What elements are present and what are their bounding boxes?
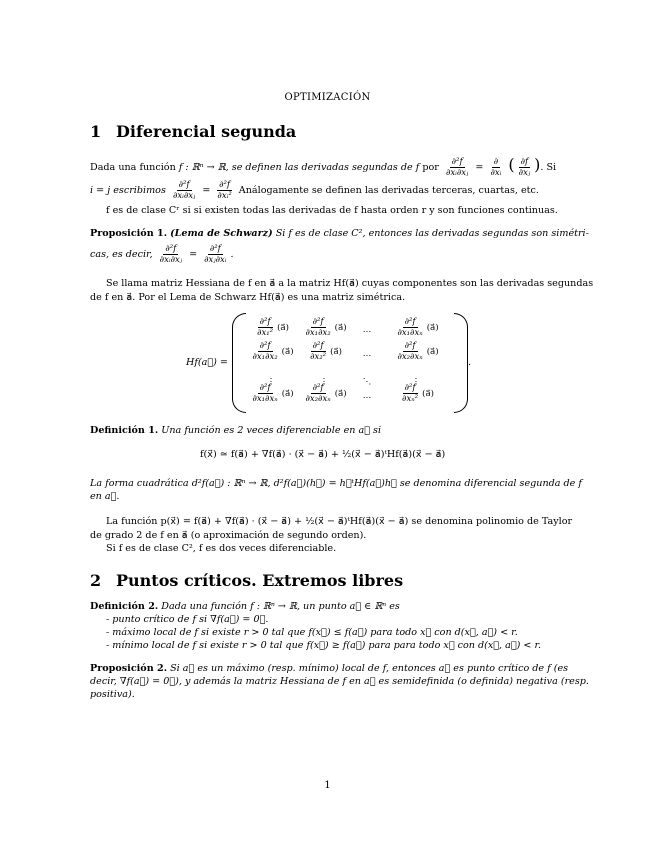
- section-2-heading: [90, 571, 403, 590]
- proposition-2-line-1: Proposición 2. Si a⃗ es un máximo (resp. mínimo) local de f, entonces a⃗ es punto crítico de f (es: [90, 663, 569, 674]
- matrix-cell: ⋮: [411, 377, 421, 387]
- taylor-line-2: de grado 2 de f en a⃗ (o aproximación de segundo orden).: [90, 530, 367, 541]
- section-number: 2: [90, 571, 102, 590]
- fraction: $\frac{\text{∂²f}}{\text{∂xₙ²}}$: [402, 383, 419, 404]
- paragraph-1-line-2: i = j escribimos $\frac{\text{∂²f}}{\text{∂xᵢ∂xⱼ}}$ = $\frac{\text{∂²f}}{\text{∂xᵢ²}}$ Análogamente se definen las derivadas terceras, cuartas, etc.: [90, 180, 539, 201]
- matrix-cell: $\frac{\text{∂²f}}{\text{∂x₂∂xₙ}}$ (a⃗): [397, 341, 439, 362]
- hessian-paragraph-line-2: de f en a⃗. Por el Lema de Schwarz Hf(a⃗) es una matriz simétrica.: [90, 292, 406, 303]
- paragraph-1-line-1: Dada una función f : ℝⁿ → ℝ, se definen las derivadas segundas de f por $\frac{\text{∂²f}}{\text{∂xᵢ∂xⱼ}}$ = $\frac{\partial}{\text{∂xᵢ}}$ ( $\frac{\partial f}{\text{∂xⱼ}}$ ). Si: [90, 155, 557, 178]
- second-order-approximation-equation: f(x⃗) ≃ f(a⃗) + ∇f(a⃗) · (x⃗ − a⃗) + ½(x⃗ − a⃗)ᵗHf(a⃗)(x⃗ − a⃗): [200, 449, 446, 460]
- definition-2-item: - punto crítico de f si ∇f(a⃗) = 0⃗.: [106, 614, 269, 625]
- fraction: $\frac{\text{∂²f}}{\text{∂x₁∂x₂}}$: [305, 317, 331, 338]
- matrix-cell: …: [362, 325, 372, 335]
- matrix-cell: $\frac{\text{∂²f}}{\text{∂x₁²}}$ (a⃗): [257, 317, 289, 338]
- quadratic-form-line-2: en a⃗.: [90, 491, 120, 502]
- fraction: $\frac{\partial f}{\text{∂xⱼ}}$: [518, 157, 531, 178]
- page-number: 1: [324, 780, 331, 791]
- fraction: $\frac{\text{∂²f}}{\text{∂x₂∂xₙ}}$: [397, 341, 423, 362]
- fraction: $\frac{\text{∂²f}}{\text{∂xᵢ∂xⱼ}}$: [172, 180, 196, 201]
- definition-1-line: Definición 1. Una función es 2 veces diferenciable en a⃗ si: [90, 425, 382, 436]
- hessian-matrix: [186, 313, 476, 413]
- matrix-cell: $\frac{\text{∂²f}}{\text{∂x₁∂xₙ}}$ (a⃗): [252, 383, 294, 404]
- fraction: $\frac{\text{∂²f}}{\text{∂x₁∂x₂}}$: [252, 341, 278, 362]
- matrix-cell: ⋮: [266, 377, 276, 387]
- proposition-1-line-1: Proposición 1. (Lema de Schwarz) Si f es de clase C², entonces las derivadas segundas son simétri-: [90, 228, 589, 239]
- fraction: $\frac{\text{∂²f}}{\text{∂x₂²}}$: [310, 341, 327, 362]
- section-title: Puntos críticos. Extremos libres: [116, 571, 404, 590]
- class-cr-definition: f es de clase Cʳ si si existen todas las derivadas de f hasta orden r y son funciones continuas.: [106, 205, 558, 216]
- taylor-line-1: La función p(x⃗) = f(a⃗) + ∇f(a⃗) · (x⃗ − a⃗) + ½(x⃗ − a⃗)ᵗHf(a⃗)(x⃗ − a⃗) se denomina polinomio de Taylor: [106, 516, 573, 527]
- page-header: OPTIMIZACIÓN: [284, 92, 371, 103]
- matrix-cell: $\frac{\text{∂²f}}{\text{∂x₁∂x₂}}$ (a⃗): [305, 317, 347, 338]
- fraction: $\frac{\partial}{\text{∂xᵢ}}$: [490, 157, 502, 178]
- matrix-cell: $\frac{\text{∂²f}}{\text{∂x₁∂xₙ}}$ (a⃗): [397, 317, 439, 338]
- definition-2-line: Definición 2. Dada una función f : ℝⁿ → ℝ, un punto a⃗ ∈ ℝⁿ es: [90, 601, 400, 612]
- fraction: $\frac{\text{∂²f}}{\text{∂xᵢ∂xⱼ}}$: [445, 157, 469, 178]
- definition-2-item: - máximo local de f si existe r > 0 tal que f(x⃗) ≤ f(a⃗) para todo x⃗ con d(x⃗, a⃗) < r.: [106, 627, 518, 638]
- proposition-1-line-2: cas, es decir, $\frac{\text{∂²f}}{\text{∂xᵢ∂xⱼ}}$ = $\frac{\text{∂²f}}{\text{∂xⱼ∂xᵢ}}$ .: [90, 244, 234, 265]
- fraction: $\frac{\text{∂²f}}{\text{∂x₁∂xₙ}}$: [252, 383, 278, 404]
- left-parenthesis: [232, 313, 246, 413]
- right-parenthesis: [454, 313, 468, 413]
- hessian-paragraph-line-1: Se llama matriz Hessiana de f en a⃗ a la matriz Hf(a⃗) cuyas componentes son las derivadas segundas: [106, 278, 594, 289]
- fraction: $\frac{\text{∂²f}}{\text{∂x₁∂xₙ}}$: [397, 317, 423, 338]
- fraction: $\frac{\text{∂²f}}{\text{∂xⱼ∂xᵢ}}$: [204, 244, 227, 265]
- fraction: $\frac{\text{∂²f}}{\text{∂xᵢ∂xⱼ}}$: [159, 244, 183, 265]
- matrix-period: .: [468, 357, 472, 368]
- fraction: $\frac{\text{∂²f}}{\text{∂x₁²}}$: [257, 317, 274, 338]
- matrix-cell: ⋮: [319, 377, 329, 387]
- matrix-cell: $\frac{\text{∂²f}}{\text{∂x₂²}}$ (a⃗): [310, 341, 342, 362]
- section-number: 1: [90, 122, 102, 141]
- fraction: $\frac{\text{∂²f}}{\text{∂xᵢ²}}$: [217, 180, 232, 201]
- taylor-line-3: Si f es de clase C², f es dos veces diferenciable.: [106, 543, 337, 554]
- quadratic-form-line-1: La forma cuadrática d²f(a⃗) : ℝⁿ → ℝ, d²f(a⃗)(h⃗) = h⃗ᵗHf(a⃗)h⃗ se denomina diferencial segunda de f: [90, 478, 582, 489]
- proposition-2-line-2: decir, ∇f(a⃗) = 0⃗), y además la matriz Hessiana de f en a⃗ es semidefinida (o definida) negativa (resp.: [90, 676, 589, 687]
- matrix-lhs: Hf(a⃗) =: [186, 357, 228, 368]
- matrix-cell: …: [362, 391, 372, 401]
- matrix-cell: …: [362, 349, 372, 359]
- proposition-2-line-3: positiva).: [90, 689, 135, 700]
- matrix-cell: $\frac{\text{∂²f}}{\text{∂xₙ²}}$ (a⃗): [402, 383, 434, 404]
- section-title: Diferencial segunda: [116, 122, 297, 141]
- section-1-heading: [90, 122, 296, 141]
- fraction: $\frac{\text{∂²f}}{\text{∂x₂∂xₙ}}$: [305, 383, 331, 404]
- matrix-cell: $\frac{\text{∂²f}}{\text{∂x₁∂x₂}}$ (a⃗): [252, 341, 294, 362]
- matrix-cell: ⋱: [362, 377, 372, 387]
- definition-2-item: - mínimo local de f si existe r > 0 tal que f(x⃗) ≥ f(a⃗) para para todo x⃗ con d(x⃗, a⃗) < r.: [106, 640, 542, 651]
- matrix-cell: $\frac{\text{∂²f}}{\text{∂x₂∂xₙ}}$ (a⃗): [305, 383, 347, 404]
